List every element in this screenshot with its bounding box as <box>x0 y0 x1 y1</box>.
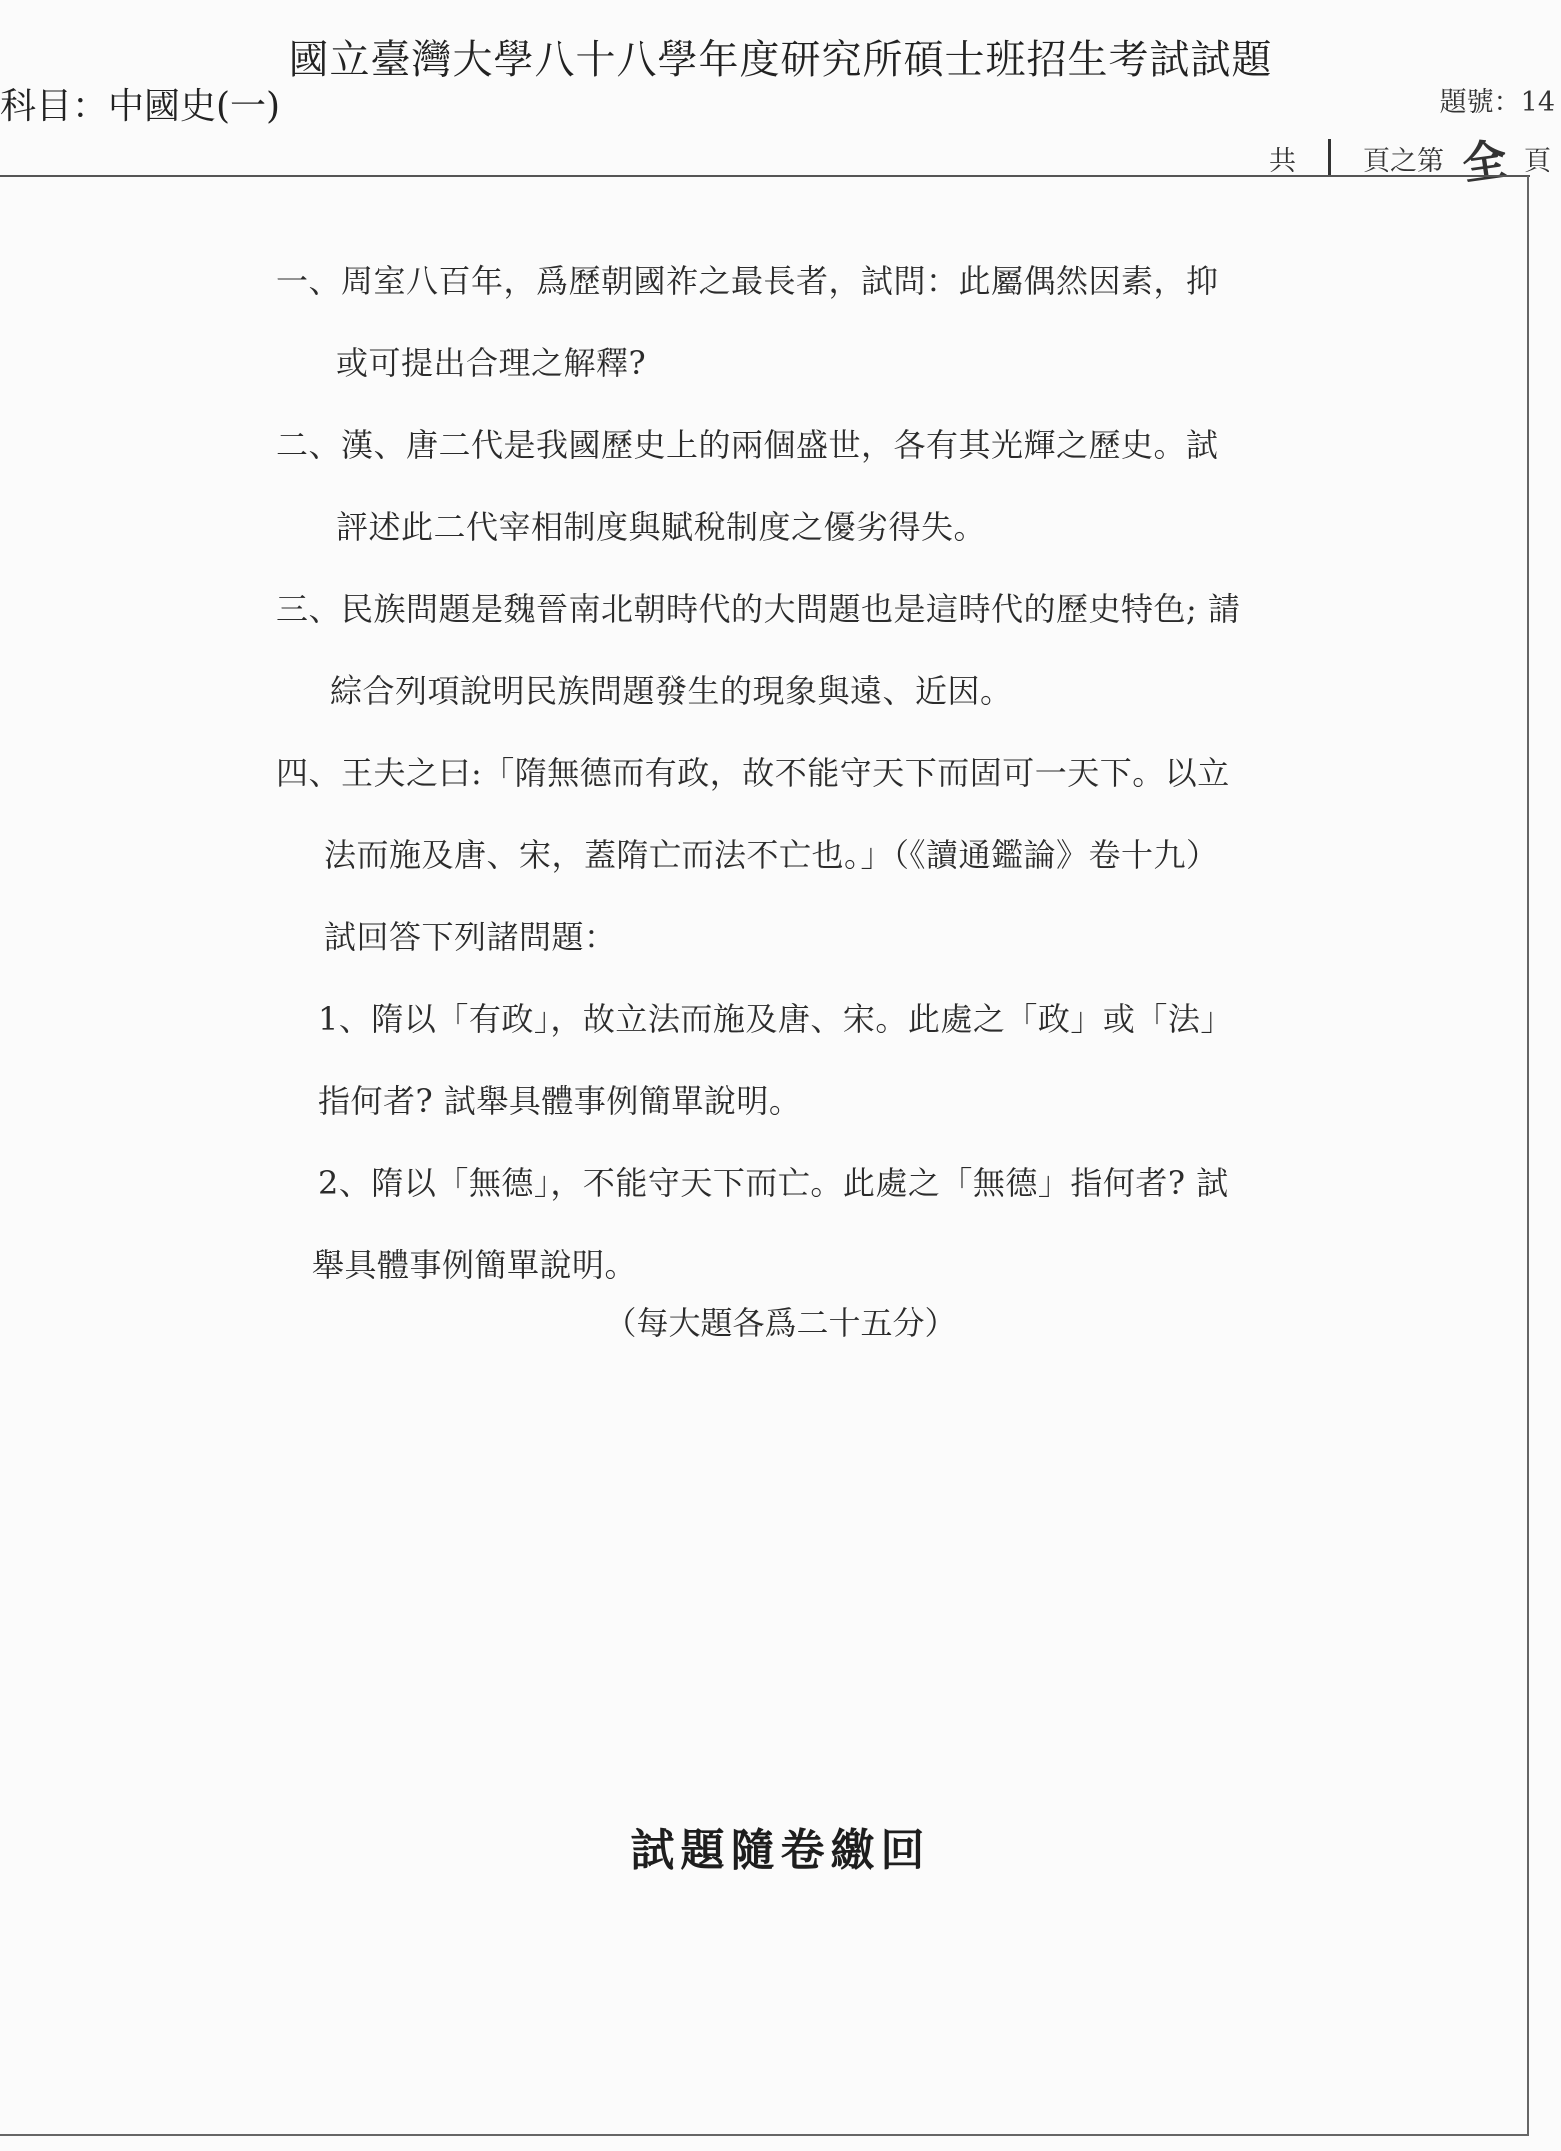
page-middle-label: 頁之第 <box>1363 145 1444 177</box>
question-4-subquestion-1-line-1: 1、隋以「有政」，故立法而施及唐、宋。此處之「政」或「法」 <box>318 1000 1233 1038</box>
question-4-line-1: 四、王夫之曰:「隋無德而有政，故不能守天下而固可一天下。以立 <box>276 754 1230 792</box>
page-number-handwritten: 全 <box>1459 134 1510 191</box>
question-1-line-2: 或可提出合理之解釋? <box>336 344 647 382</box>
page-info <box>1269 126 1551 190</box>
question-4-subquestion-1-line-2: 指何者? 試舉具體事例簡單說明。 <box>318 1082 802 1120</box>
exam-title: 國立臺灣大學八十八學年度研究所碩士班招生考試試題 <box>288 37 1273 83</box>
return-stamp: 試題隨卷繳回 <box>630 1825 931 1876</box>
question-4-subquestion-2-line-2: 舉具體事例簡單說明。 <box>312 1246 638 1284</box>
question-4-line-3: 試回答下列諸問題： <box>324 918 617 956</box>
question-4-subquestion-2-line-1: 2、隋以「無德」，不能守天下而亡。此處之「無德」指何者? 試 <box>318 1164 1229 1202</box>
question-number: 題號：14 <box>1439 87 1555 118</box>
subject-label: 科目：中國史(一) <box>0 86 281 127</box>
frame-bottom-border <box>0 2134 1528 2136</box>
page-total-mark <box>1328 139 1331 177</box>
question-2-line-1: 二、漢、唐二代是我國歷史上的兩個盛世，各有其光輝之歷史。試 <box>276 426 1219 464</box>
question-2-line-2: 評述此二代宰相制度與賦稅制度之優劣得失。 <box>336 508 987 546</box>
page-end-label: 頁 <box>1524 145 1551 177</box>
page-total-label: 共 <box>1269 145 1296 177</box>
score-note: （每大題各爲二十五分） <box>604 1304 957 1342</box>
header-divider <box>0 175 1530 177</box>
question-1-line-1: 一、周室八百年，爲歷朝國祚之最長者，試問：此屬偶然因素，抑 <box>276 262 1219 300</box>
question-4-line-2: 法而施及唐、宋，蓋隋亡而法不亡也。」（《讀通鑑論》卷十九） <box>324 836 1219 874</box>
question-3-line-2: 綜合列項說明民族問題發生的現象與遠、近因。 <box>330 672 1013 710</box>
question-3-line-1: 三、民族問題是魏晉南北朝時代的大問題也是這時代的歷史特色; 請 <box>276 590 1241 628</box>
